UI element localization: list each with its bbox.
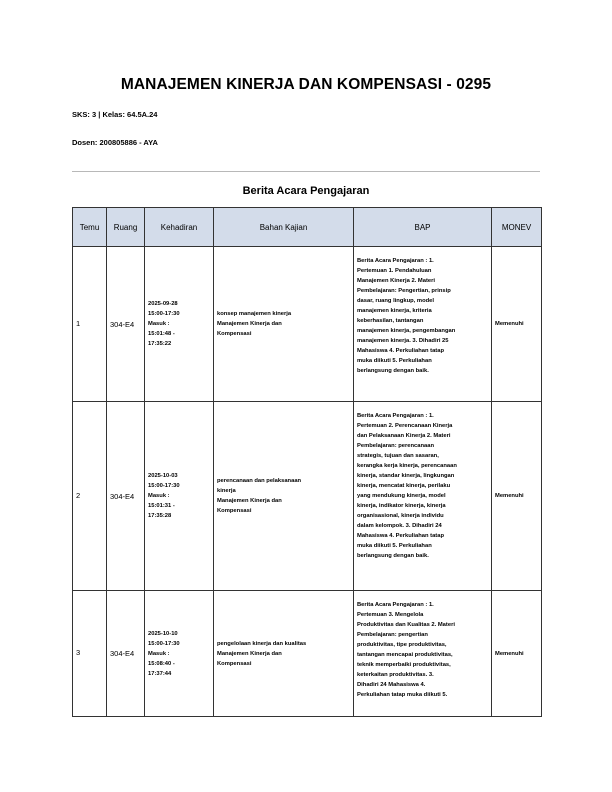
bap-line: berlangsung dengan baik. bbox=[357, 553, 429, 559]
bap-line: dan Pelaksanaan Kinerja 2. Materi bbox=[357, 433, 451, 439]
bap-line: kerangka kerja kinerja, perencanaan bbox=[357, 463, 457, 469]
temu-cell: 1 bbox=[73, 247, 107, 402]
bap-line: Berita Acara Pengajaran : 1. bbox=[357, 602, 434, 608]
temu-cell: 3 bbox=[73, 591, 107, 717]
kehadiran-cell bbox=[145, 591, 214, 717]
header-monev: MONEV bbox=[492, 208, 542, 247]
bap-cell bbox=[354, 402, 492, 591]
bap-line: Mahasiswa 4. Perkuliahan tatap bbox=[357, 348, 444, 354]
bap-line: berlangsung dengan baik. bbox=[357, 368, 429, 374]
kehadiran-line: 15:00-17:30 bbox=[148, 483, 180, 489]
bap-line: Pertemuan 3. Mengelola bbox=[357, 612, 424, 618]
kehadiran-cell bbox=[145, 247, 214, 402]
bap-line: teknik memperbaiki produktivitas, bbox=[357, 662, 451, 668]
bap-line: Pembelajaran: pengertian bbox=[357, 632, 428, 638]
kehadiran-line: Masuk : bbox=[148, 650, 170, 657]
course-meta: SKS: 3 | Kelas: 64.5A.24 bbox=[72, 110, 158, 119]
bap-cell bbox=[354, 247, 492, 402]
kehadiran-line: 15:00-17:30 bbox=[148, 311, 180, 317]
bap-line: strategis, tujuan dan sasaran, bbox=[357, 453, 439, 459]
teaching-record-table bbox=[72, 207, 542, 717]
bap-line: yang mendukung kinerja, model bbox=[357, 493, 446, 499]
table-row bbox=[73, 591, 542, 717]
bahan-line: Manajemen Kinerja dan bbox=[217, 321, 282, 327]
monev-cell: Memenuhi bbox=[492, 402, 542, 591]
bahan-line: pengelolaan kinerja dan kualitas bbox=[217, 640, 307, 647]
kehadiran-line: Masuk : bbox=[148, 493, 170, 499]
bap-line: dalam kelompok. 3. Dihadiri 24 bbox=[357, 523, 442, 529]
bahan-line: Kompensasi bbox=[217, 331, 252, 337]
bap-line: Manajemen Kinerja 2. Materi bbox=[357, 278, 435, 284]
kehadiran-line: 17:35:28 bbox=[148, 513, 172, 519]
section-title: Berita Acara Pengajaran bbox=[242, 185, 370, 197]
kehadiran-line: 2025-10-10 bbox=[148, 630, 178, 637]
header-kehadiran: Kehadiran bbox=[145, 208, 214, 247]
bahan-line: perencanaan dan pelaksanaan bbox=[217, 478, 302, 484]
kehadiran-line: 17:35:22 bbox=[148, 341, 172, 347]
bap-line: kinerja, standar kinerja, lingkungan bbox=[357, 473, 455, 479]
kehadiran-line: 15:08:40 - bbox=[148, 660, 175, 667]
kehadiran-line: 15:01:48 - bbox=[148, 331, 175, 337]
bahan-kajian-cell bbox=[214, 247, 354, 402]
kehadiran-cell bbox=[145, 402, 214, 591]
bap-line: kinerja, indikator kinerja, kinerja bbox=[357, 503, 446, 509]
lecturer-meta: Dosen: 200805886 - AYA bbox=[72, 138, 158, 147]
bap-line: muka diikuti 5. Perkuliahan bbox=[357, 358, 432, 364]
header-bahan-kajian: Bahan Kajian bbox=[214, 208, 354, 247]
bap-line: Berita Acara Pengajaran : 1. bbox=[357, 258, 434, 264]
table-row bbox=[73, 247, 542, 402]
bap-line: kinerja, mencatat kinerja, perilaku bbox=[357, 483, 451, 489]
monev-cell: Memenuhi bbox=[492, 591, 542, 717]
table-header-row bbox=[73, 208, 542, 247]
bap-line: dasar, ruang lingkup, model bbox=[357, 298, 434, 304]
bap-line: keberhasilan, tantangan bbox=[357, 318, 424, 324]
bap-line: keterkaitan produktivitas. 3. bbox=[357, 672, 434, 678]
bap-line: manajemen kinerja, pengembangan bbox=[357, 328, 456, 334]
page-title: MANAJEMEN KINERJA DAN KOMPENSASI - 0295 bbox=[120, 76, 492, 93]
temu-cell: 2 bbox=[73, 402, 107, 591]
header-ruang: Ruang bbox=[107, 208, 145, 247]
bahan-line: Kompensasi bbox=[217, 660, 252, 667]
bahan-line: kinerja bbox=[217, 488, 236, 494]
ruang-cell: 304-E4 bbox=[107, 247, 145, 402]
bap-line: muka diikuti 5. Perkuliahan bbox=[357, 543, 432, 549]
ruang-cell: 304-E4 bbox=[107, 402, 145, 591]
kehadiran-line: Masuk : bbox=[148, 321, 170, 327]
bap-line: Dihadiri 24 Mahasiswa 4. bbox=[357, 682, 426, 688]
header-bap: BAP bbox=[354, 208, 492, 247]
bap-line: Pertemuan 1. Pendahuluan bbox=[357, 268, 432, 274]
kehadiran-line: 2025-10-03 bbox=[148, 473, 178, 479]
bahan-kajian-cell bbox=[214, 591, 354, 717]
kehadiran-line: 17:37:44 bbox=[148, 670, 172, 677]
kehadiran-line: 15:00-17:30 bbox=[148, 640, 180, 647]
bahan-kajian-cell bbox=[214, 402, 354, 591]
bap-line: Pembelajaran: Pengertian, prinsip bbox=[357, 288, 451, 294]
bahan-line: Manajemen Kinerja dan bbox=[217, 498, 282, 504]
bap-line: Berita Acara Pengajaran : 1. bbox=[357, 413, 434, 419]
bap-line: tantangan mencapai produktivitas, bbox=[357, 652, 453, 658]
table-row bbox=[73, 402, 542, 591]
bap-line: Pembelajaran: perencanaan bbox=[357, 443, 435, 449]
bahan-line: Kompensasi bbox=[217, 508, 252, 514]
bap-cell bbox=[354, 591, 492, 717]
kehadiran-line: 15:01:31 - bbox=[148, 503, 175, 509]
bap-line: Perkuliahan tatap muka diikuti 5. bbox=[357, 692, 448, 698]
divider bbox=[72, 171, 540, 172]
bap-line: produktivitas, tipe produktivitas, bbox=[357, 642, 447, 648]
kehadiran-line: 2025-09-28 bbox=[148, 301, 178, 307]
monev-cell: Memenuhi bbox=[492, 247, 542, 402]
bap-line: Produktivitas dan Kualitas 2. Materi bbox=[357, 622, 455, 628]
bap-line: manajemen kinerja, kriteria bbox=[357, 308, 432, 314]
bap-line: organisasional, kinerja individu bbox=[357, 513, 444, 519]
bahan-line: Manajemen Kinerja dan bbox=[217, 650, 282, 657]
bahan-line: konsep manajemen kinerja bbox=[217, 311, 292, 317]
bap-line: Mahasiswa 4. Perkuliahan tatap bbox=[357, 533, 444, 539]
ruang-cell: 304-E4 bbox=[107, 591, 145, 717]
bap-line: manajemen kinerja. 3. Dihadiri 25 bbox=[357, 338, 449, 344]
header-temu: Temu bbox=[73, 208, 107, 247]
bap-line: Pertemuan 2. Perencanaan Kinerja bbox=[357, 423, 453, 429]
